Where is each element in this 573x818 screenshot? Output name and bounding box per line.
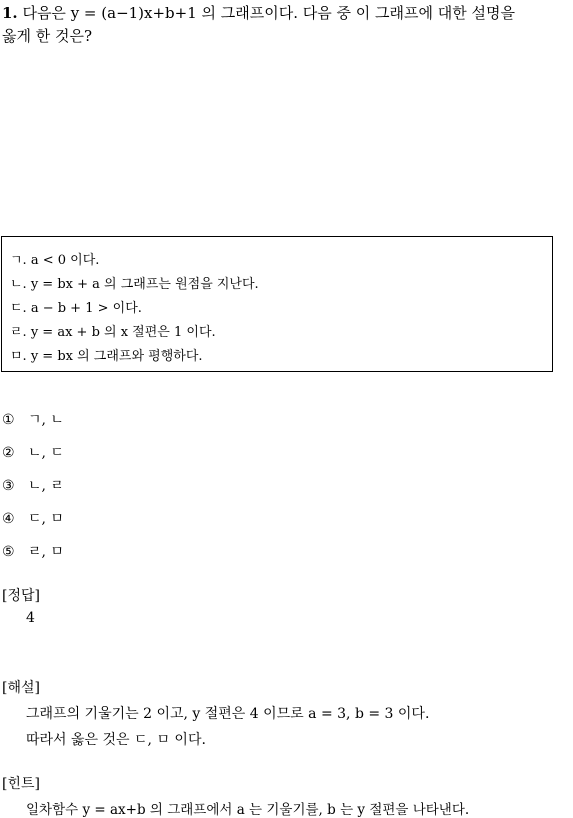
choice-number: ① (2, 412, 15, 428)
choice-label: ㄱ, ㄴ (28, 412, 64, 428)
hint-line1: 일차함수 y = ax+b 의 그래프에서 a 는 기울기를, b 는 y 절편을 나타낸다. (26, 802, 470, 818)
answer-value: 4 (26, 610, 35, 626)
explanation-line1: 그래프의 기울기는 2 이고, y 절편은 4 이므로 a = 3, b = 3 이다. (26, 706, 430, 722)
choice-label: ㄴ, ㄹ (28, 478, 64, 494)
choice-3[interactable] (2, 475, 64, 495)
statement-item: ㄴ. y = bx + a 의 그래프는 원점을 지난다. (10, 277, 259, 292)
choice-1[interactable] (2, 409, 64, 429)
hint-header: [힌트] (2, 776, 40, 792)
choice-number: ④ (2, 511, 15, 527)
choice-4[interactable] (2, 508, 64, 528)
answer-header: [정답] (2, 588, 40, 604)
statement-item: ㅁ. y = bx 의 그래프와 평행하다. (10, 349, 203, 364)
choice-label: ㄹ, ㅁ (28, 544, 64, 560)
choice-number: ② (2, 445, 15, 461)
statement-item: ㄹ. y = ax + b 의 x 절편은 1 이다. (10, 325, 216, 340)
statement-item: ㄷ. a − b + 1 > 이다. (10, 301, 142, 316)
choice-number: ⑤ (2, 544, 15, 560)
question-number: 1. (2, 4, 18, 22)
explanation-header: [해설] (2, 680, 40, 696)
choice-label: ㄷ, ㅁ (28, 511, 64, 527)
choice-number: ③ (2, 478, 15, 494)
question-text-line1: 다음은 y = (a−1)x+b+1 의 그래프이다. 다음 중 이 그래프에 대한 설명을 (22, 4, 515, 22)
question-line1 (2, 2, 515, 23)
choice-2[interactable] (2, 442, 64, 462)
choice-label: ㄴ, ㄷ (28, 445, 64, 461)
explanation-line2: 따라서 옳은 것은 ㄷ, ㅁ 이다. (26, 732, 206, 748)
statement-box (1, 236, 553, 372)
question-line2: 옳게 한 것은? (2, 27, 93, 45)
statement-item: ㄱ. a < 0 이다. (10, 253, 100, 268)
choice-5[interactable] (2, 541, 64, 561)
